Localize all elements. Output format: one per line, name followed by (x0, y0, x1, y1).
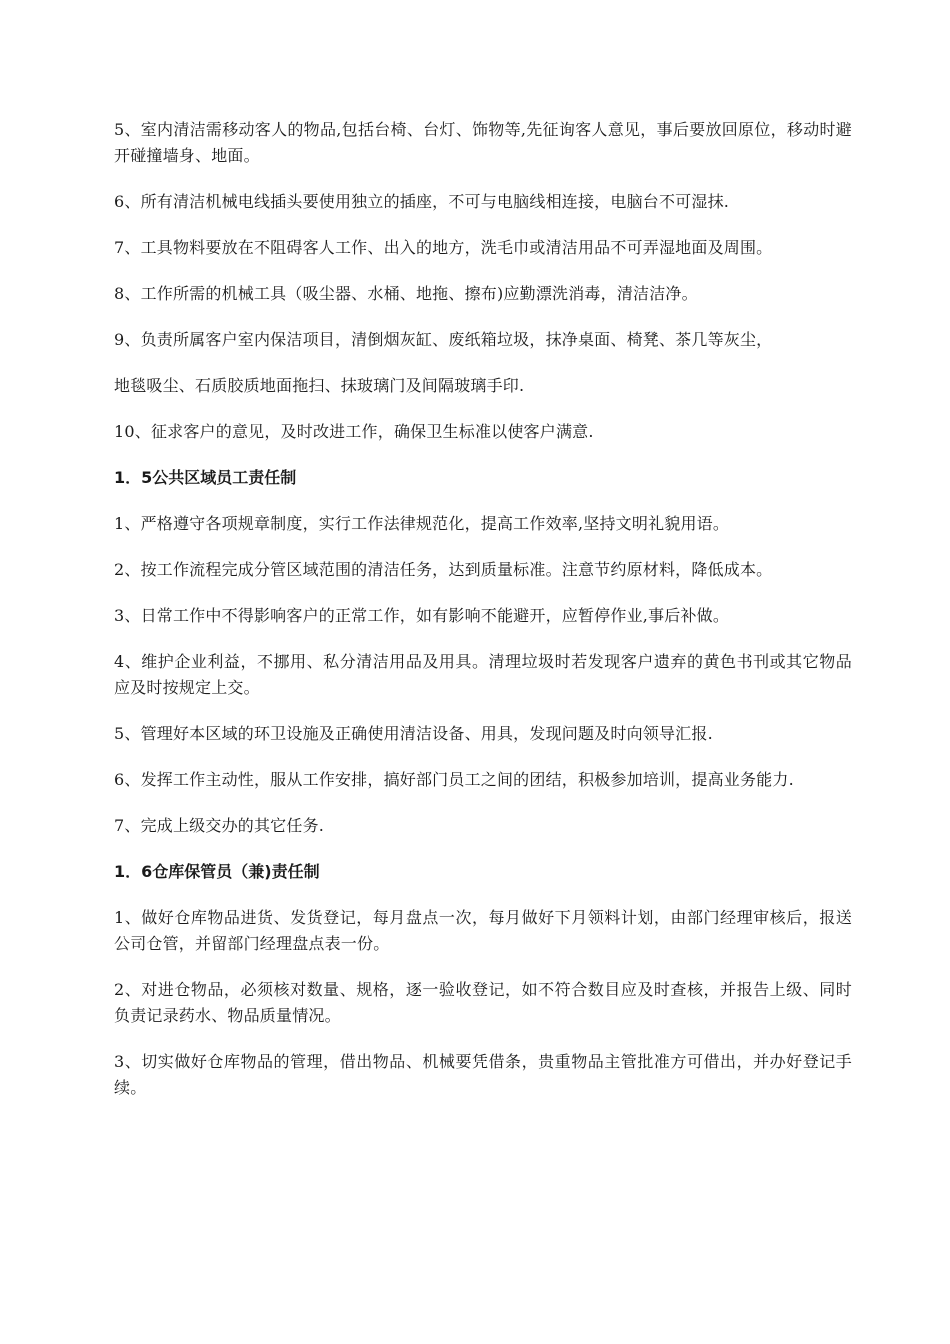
paragraph-public-area-4: 4、维护企业利益，不挪用、私分清洁用品及用具。清理垃圾时若发现客户遗弃的黄色书刊或其它物品应及时按规定上交。 (114, 652, 852, 697)
paragraph-warehouse-1: 1、做好仓库物品进货、发货登记，每月盘点一次，每月做好下月领料计划，由部门经理审核后，报送公司仓管，并留部门经理盘点表一份。 (114, 908, 852, 953)
paragraph-room-cleaning-8: 8、工作所需的机械工具（吸尘器、水桶、地拖、擦布)应勤漂洗消毒，清洁洁净。 (114, 284, 698, 303)
paragraph-room-cleaning-5: 5、室内清洁需移动客人的物品,包括台椅、台灯、饰物等,先征询客人意见，事后要放回原位，移动时避开碰撞墙身、地面。 (114, 120, 852, 165)
paragraph-room-cleaning-10: 10、征求客户的意见，及时改进工作，确保卫生标准以使客户满意. (114, 422, 594, 441)
paragraph-public-area-3: 3、日常工作中不得影响客户的正常工作，如有影响不能避开，应暂停作业,事后补做。 (114, 606, 730, 625)
paragraph-public-area-1: 1、严格遵守各项规章制度，实行工作法律规范化，提高工作效率,坚持文明礼貌用语。 (114, 514, 730, 533)
section-heading-public-area: 1．5公共区域员工责任制 (114, 468, 297, 487)
paragraph-warehouse-3: 3、切实做好仓库物品的管理，借出物品、机械要凭借条，贵重物品主管批准方可借出，并办好登记手续。 (114, 1052, 852, 1097)
paragraph-public-area-6: 6、发挥工作主动性，服从工作安排，搞好部门员工之间的团结，积极参加培训，提高业务能力. (114, 770, 794, 789)
paragraph-room-cleaning-9-cont: 地毯吸尘、石质胶质地面拖扫、抹玻璃门及间隔玻璃手印. (114, 376, 525, 395)
paragraph-room-cleaning-7: 7、工具物料要放在不阻碍客人工作、出入的地方，洗毛巾或清洁用品不可弄湿地面及周围。 (114, 238, 773, 257)
paragraph-public-area-2: 2、按工作流程完成分管区域范围的清洁任务，达到质量标准。注意节约原材料，降低成本。 (114, 560, 773, 579)
paragraph-room-cleaning-6: 6、所有清洁机械电线插头要使用独立的插座，不可与电脑线相连接，电脑台不可湿抹. (114, 192, 730, 211)
paragraph-public-area-7: 7、完成上级交办的其它任务. (114, 816, 325, 835)
paragraph-warehouse-2: 2、对进仓物品，必须核对数量、规格，逐一验收登记，如不符合数目应及时查核，并报告上级、同时负责记录药水、物品质量情况。 (114, 980, 852, 1025)
paragraph-room-cleaning-9: 9、负责所属客户室内保洁项目，清倒烟灰缸、废纸箱垃圾，抹净桌面、椅凳、茶几等灰尘， (114, 330, 773, 349)
section-heading-warehouse-keeper: 1．6仓库保管员（兼)责任制 (114, 862, 320, 881)
paragraph-public-area-5: 5、管理好本区域的环卫设施及正确使用清洁设备、用具，发现问题及时向领导汇报. (114, 724, 713, 743)
document-body (114, 117, 852, 1121)
